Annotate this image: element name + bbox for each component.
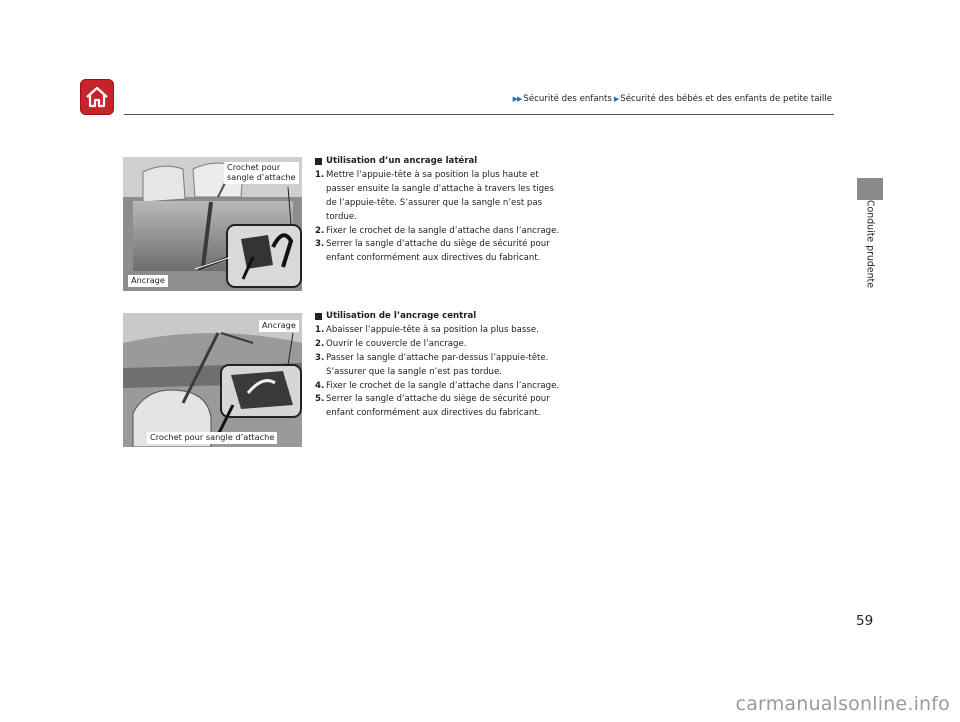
page-number: 59 — [856, 613, 874, 629]
center-anchor-drawing — [123, 313, 302, 447]
step-number: 2. — [315, 338, 325, 349]
step-number: 5. — [315, 394, 325, 405]
step-text: Serrer la sangle d’attache du siège de sécurité pour enfant conformément aux directives du fabricant. — [326, 394, 550, 419]
step-item — [315, 169, 560, 225]
breadcrumb — [513, 94, 832, 104]
hook-callout: Crochet pour sangle d’attache — [147, 432, 277, 444]
step-number: 1. — [315, 324, 325, 335]
step-item — [315, 380, 560, 394]
step-number: 2. — [315, 225, 325, 236]
center-anchor-instructions — [315, 310, 560, 421]
step-item — [315, 324, 560, 338]
section-heading — [315, 155, 560, 169]
section-heading-text: Utilisation d’un ancrage latéral — [326, 156, 478, 166]
side-anchor-instructions — [315, 155, 560, 266]
step-number: 3. — [315, 352, 325, 363]
breadcrumb-arrow-icon: ▶ — [613, 95, 619, 103]
center-anchor-illustration — [123, 313, 302, 447]
step-number: 1. — [315, 169, 325, 180]
watermark: carmanualsonline.info — [735, 693, 950, 715]
step-text: Fixer le crochet de la sangle d’attache dans l’ancrage. — [326, 380, 560, 391]
step-number: 4. — [315, 380, 325, 391]
step-item — [315, 238, 560, 266]
step-item — [315, 393, 560, 421]
chapter-label: Conduite prudente — [864, 200, 876, 288]
anchor-callout: Ancrage — [128, 275, 168, 287]
home-button[interactable] — [80, 79, 114, 115]
step-item — [315, 338, 560, 352]
header-divider — [124, 114, 834, 115]
section-heading — [315, 310, 560, 324]
section-bullet-icon — [315, 313, 322, 320]
step-item — [315, 225, 560, 239]
breadcrumb-arrow-icon: ▶▶ — [512, 95, 522, 103]
section-heading-text: Utilisation de l’ancrage central — [326, 311, 477, 321]
chapter-tab[interactable] — [857, 178, 883, 200]
step-number: 3. — [315, 239, 325, 250]
step-text: Serrer la sangle d’attache du siège de sécurité pour enfant conformément aux directives du fabricant. — [326, 239, 550, 264]
anchor-callout: Ancrage — [259, 320, 299, 332]
home-icon — [84, 85, 110, 109]
breadcrumb-item-child-safety[interactable]: Sécurité des enfants — [523, 94, 612, 104]
step-text: Fixer le crochet de la sangle d’attache dans l’ancrage. — [326, 225, 560, 236]
step-item — [315, 352, 560, 380]
side-anchor-illustration — [123, 157, 302, 291]
step-text: Passer la sangle d’attache par-dessus l’appuie-tête. S’assurer que la sangle n’est pas tordue. — [326, 352, 549, 377]
step-text: Mettre l’appuie-tête à sa position la plus haute et passer ensuite la sangle d’attache à travers les tiges de l’appuie-tête. S’assurer que la sangle n’est pas tordue. — [326, 169, 554, 222]
step-text: Abaisser l’appuie-tête à sa position la plus basse. — [326, 324, 539, 335]
step-text: Ouvrir le couvercle de l’ancrage. — [326, 338, 467, 349]
section-bullet-icon — [315, 158, 322, 165]
hook-callout: Crochet pour sangle d’attache — [224, 162, 299, 184]
breadcrumb-item-infant-safety[interactable]: Sécurité des bébés et des enfants de petite taille — [620, 94, 832, 104]
